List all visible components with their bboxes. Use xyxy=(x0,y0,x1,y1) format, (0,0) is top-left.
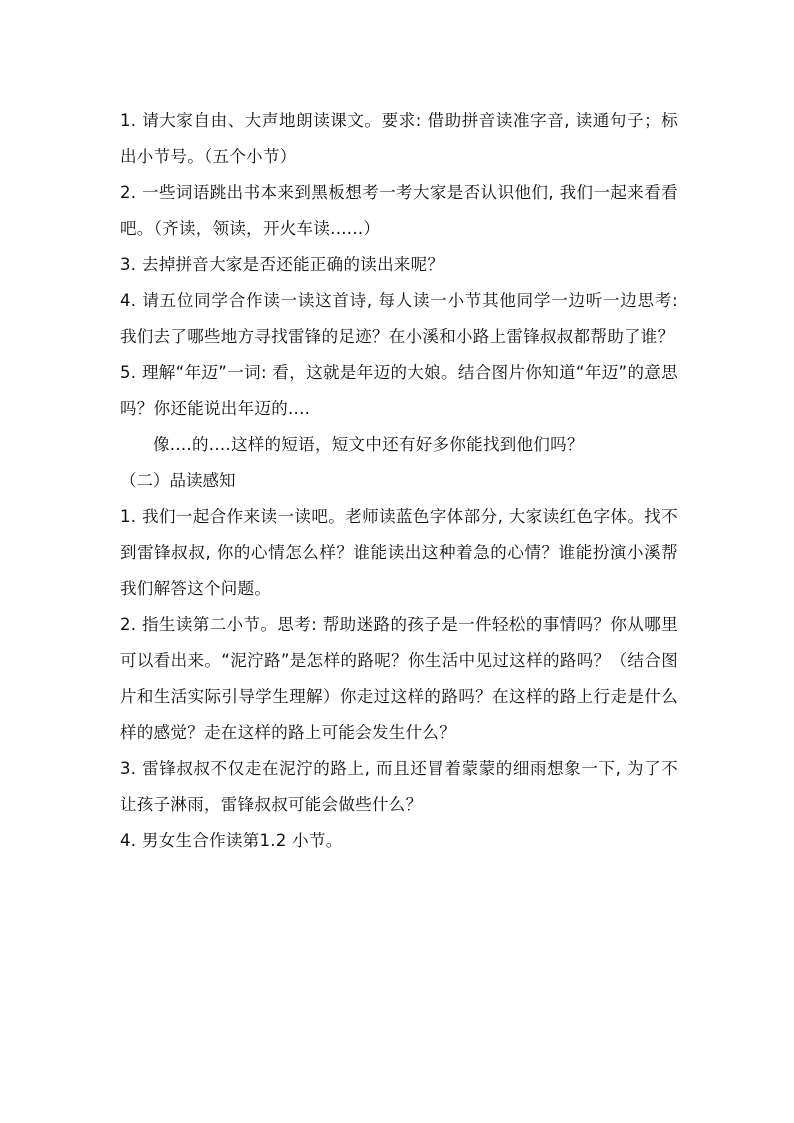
reading-step-2: 2. 指生读第二小节。思考: 帮助迷路的孩子是一件轻松的事情吗？你从哪里可以看出来。“泥泞路”是怎样的路呢？你生活中见过这样的路吗？（结合图片和生活实际引导学生理解）你走过这样的路吗？在这样的路上行走是什么样的感觉？走在这样的路上可能会发生什么？ xyxy=(120,615,678,742)
instruction-2: 2. 一些词语跳出书本来到黑板想考一考大家是否认识他们, 我们一起来看看吧。（齐读，领读，开火车读......） xyxy=(120,183,678,238)
reading-step-3: 3. 雷锋叔叔不仅走在泥泞的路上, 而且还冒着蒙蒙的细雨想象一下, 为了不让孩子淋雨，雷锋叔叔可能会做些什么？ xyxy=(120,759,678,814)
document-page xyxy=(120,103,678,859)
reading-step-4: 4. 男女生合作读第1.2 小节。 xyxy=(120,831,343,850)
section-heading-reading: （二）品读感知 xyxy=(120,471,236,490)
instruction-1: 1. 请大家自由、大声地朗读课文。要求: 借助拼音读准字音, 读通句子；标出小节号。（五个小节） xyxy=(120,111,678,166)
instruction-4: 4. 请五位同学合作读一读这首诗, 每人读一小节其他同学一边听一边思考: 我们去了哪些地方寻找雷锋的足迹？在小溪和小路上雷锋叔叔都帮助了谁？ xyxy=(120,291,678,346)
reading-step-1: 1. 我们一起合作来读一读吧。老师读蓝色字体部分, 大家读红色字体。找不到雷锋叔叔, 你的心情怎么样？谁能读出这种着急的心情？谁能扮演小溪帮我们解答这个问题。 xyxy=(120,507,678,598)
instruction-5: 5. 理解“年迈”一词: 看，这就是年迈的大娘。结合图片你知道“年迈”的意思吗？你还能说出年迈的.... xyxy=(120,363,678,418)
instruction-5-continued: 像....的....这样的短语，短文中还有好多你能找到他们吗？ xyxy=(153,435,584,454)
instruction-3: 3. 去掉拼音大家是否还能正确的读出来呢？ xyxy=(120,255,445,274)
